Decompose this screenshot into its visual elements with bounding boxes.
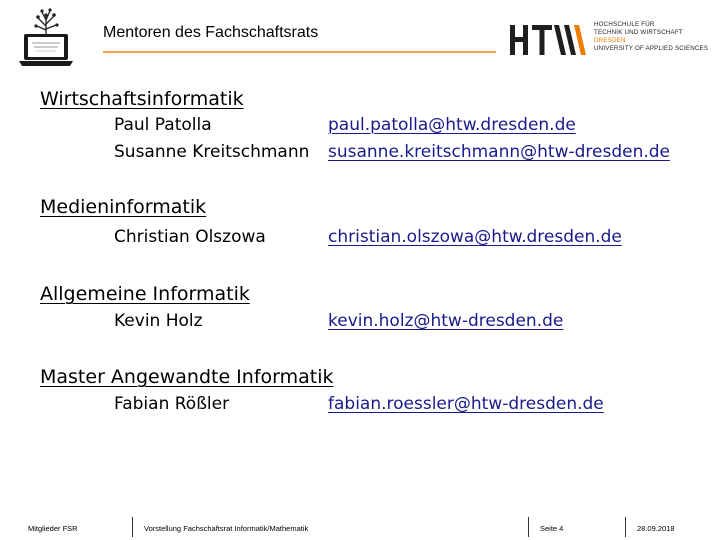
category-heading: Allgemeine Informatik	[40, 283, 250, 305]
mentor-name: Kevin Holz	[114, 311, 203, 331]
logo-line2: TECHNIK UND WIRTSCHAFT	[594, 29, 683, 36]
logo-line1: HOCHSCHULE FÜR	[594, 21, 655, 28]
logo-line4: UNIVERSITY OF APPLIED SCIENCES	[594, 45, 709, 52]
header-divider	[103, 51, 496, 53]
footer-separator	[528, 517, 529, 537]
mentor-name: Susanne Kreitschmann	[114, 142, 310, 162]
laptop-tree-icon	[14, 4, 78, 70]
htw-logo	[508, 18, 708, 60]
mentor-name: Paul Patolla	[114, 115, 212, 135]
footer-page-number: Seite 4	[540, 524, 564, 533]
category-heading: Master Angewandte Informatik	[40, 366, 334, 388]
mentor-email-link[interactable]: susanne.kreitschmann@htw-dresden.de	[328, 142, 671, 162]
footer-separator	[625, 517, 626, 537]
logo-line3: DRESDEN	[594, 37, 626, 44]
mentor-email-link[interactable]: kevin.holz@htw-dresden.de	[328, 311, 564, 331]
mentor-email-link[interactable]: fabian.roessler@htw-dresden.de	[328, 394, 604, 414]
mentor-email-link[interactable]: paul.patolla@htw.dresden.de	[328, 115, 576, 135]
footer-separator	[132, 517, 133, 537]
mentor-name: Christian Olszowa	[114, 227, 266, 247]
footer-center-text: Vorstellung Fachschaftsrat Informatik/Mathematik	[144, 524, 309, 533]
category-heading: Wirtschaftsinformatik	[40, 88, 244, 110]
htw-wordmark-icon	[508, 22, 590, 58]
footer-left-text: Mitglieder FSR	[28, 524, 78, 533]
page-title: Mentoren des Fachschaftsrats	[103, 24, 319, 41]
category-heading: Medieninformatik	[40, 196, 207, 218]
mentor-email-link[interactable]: christian.olszowa@htw.dresden.de	[328, 227, 622, 247]
mentor-name: Fabian Rößler	[114, 394, 230, 414]
footer-date: 28.09.2018	[637, 524, 675, 533]
